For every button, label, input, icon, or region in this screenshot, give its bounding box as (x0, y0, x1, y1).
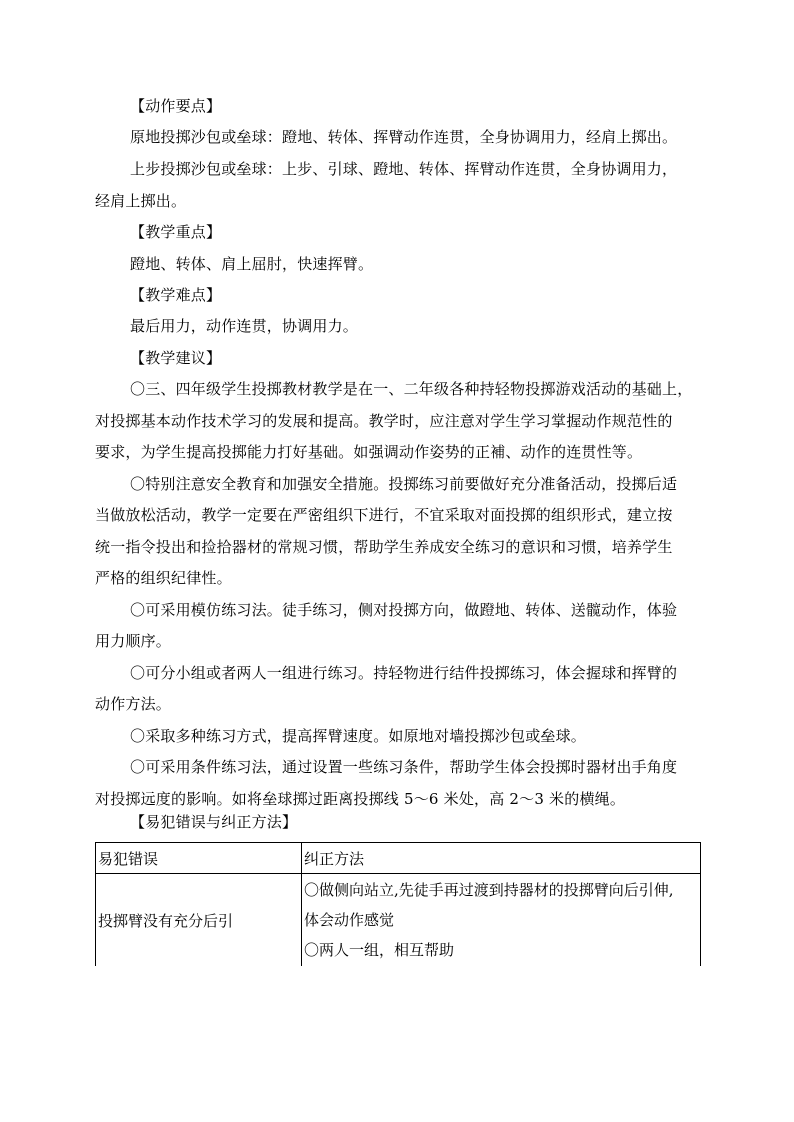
table-row (96, 874, 701, 967)
paragraph: 〇特别注意安全教育和加强安全措施。投掷练习前要做好充分准备活动，投掷后适 (130, 475, 678, 493)
paragraph: 上步投掷沙包或垒球：上步、引球、蹬地、转体、挥臂动作连贯，全身协调用力， (130, 160, 678, 178)
paragraph: 〇可采用条件练习法，通过设置一些练习条件，帮助学生体会投掷时器材出手角度 (130, 758, 678, 776)
column-header-fix: 纠正方法 (302, 843, 701, 874)
paragraph: 蹬地、转体、肩上屈肘，快速挥臂。 (130, 255, 374, 273)
heading-teaching-focus: 【教学重点】 (130, 223, 222, 241)
paragraph-continued: 严格的组织纪律性。 (95, 569, 232, 587)
fix-line: 体会动作感觉 (304, 911, 395, 929)
errors-table (95, 842, 701, 966)
paragraph-continued: 动作方法。 (95, 695, 172, 713)
heading-teaching-difficulty: 【教学难点】 (130, 286, 222, 304)
paragraph: 原地投掷沙包或垒球：蹬地、转体、挥臂动作连贯，全身协调用力，经肩上掷出。 (130, 128, 678, 146)
fix-cell (302, 874, 701, 967)
paragraph: 最后用力，动作连贯，协调用力。 (130, 317, 359, 335)
paragraph: 〇可分小组或者两人一组进行练习。持轻物进行结件投掷练习，体会握球和挥臂的 (130, 664, 678, 682)
paragraph-continued: 用力顺序。 (95, 632, 172, 650)
heading-suggestions: 【教学建议】 (130, 349, 222, 367)
paragraph-continued: 对投掷远度的影响。如将垒球掷过距离投掷线 5～6 米处，高 2～3 米的横绳。 (95, 790, 626, 808)
fix-line: 〇做侧向站立,先徒手再过渡到持器材的投掷臂向后引伸, (304, 881, 674, 899)
heading-errors: 【易犯错误与纠正方法】 (130, 813, 298, 831)
error-cell: 投掷臂没有充分后引 (96, 874, 302, 967)
paragraph: 〇采取多种练习方式，提高挥臂速度。如原地对墙投掷沙包或垒球。 (130, 727, 587, 745)
fix-line: 〇两人一组，相互帮助 (304, 941, 455, 959)
paragraph-continued: 经肩上掷出。 (95, 192, 187, 210)
table-header-row (96, 843, 701, 874)
heading-key-points: 【动作要点】 (130, 97, 222, 115)
paragraph: 〇可采用模仿练习法。徒手练习，侧对投掷方向，做蹬地、转体、送髋动作，体验 (130, 601, 678, 619)
column-header-error: 易犯错误 (96, 843, 302, 874)
paragraph-continued: 当做放松活动，教学一定要在严密组织下进行，不宜采取对面投掷的组织形式，建立按 (95, 506, 673, 524)
paragraph-continued: 统一指令投出和捡拾器材的常规习惯，帮助学生养成安全练习的意识和习惯，培养学生 (95, 538, 673, 556)
paragraph-continued: 对投掷基本动作技术学习的发展和提高。教学时，应注意对学生学习掌握动作规范性的 (95, 412, 673, 430)
paragraph-continued: 要求，为学生提高投掷能力打好基础。如强调动作姿势的正補、动作的连贯性等。 (95, 443, 643, 461)
paragraph: 〇三、四年级学生投掷教材教学是在一、二年级各种持轻物投掷游戏活动的基础上， (130, 380, 693, 398)
